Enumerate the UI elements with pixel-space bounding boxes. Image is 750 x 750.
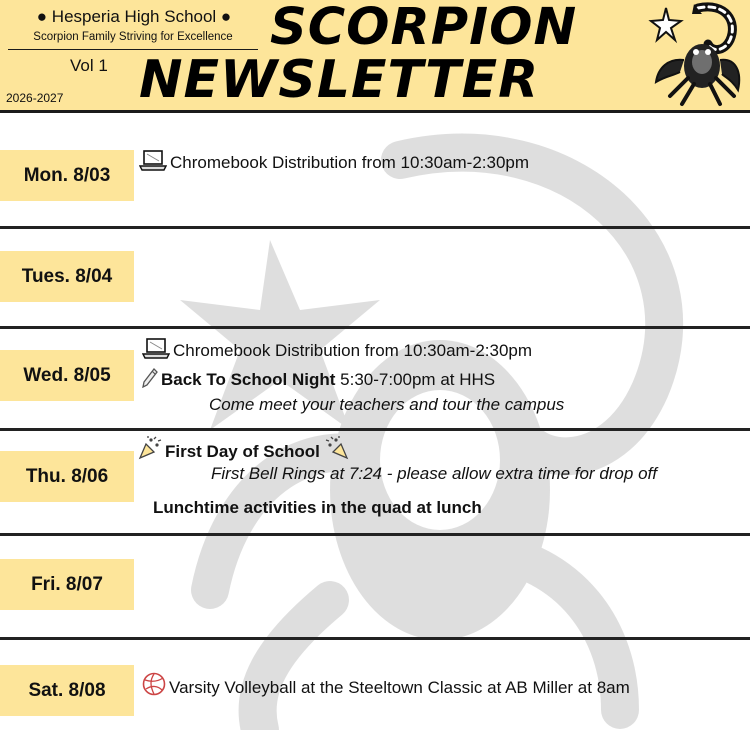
- event-title: Back To School Night: [161, 370, 336, 389]
- party-popper-icon: [136, 436, 162, 460]
- event-first-day: [136, 436, 354, 462]
- event-text: Chromebook Distribution from 10:30am-2:30pm: [170, 153, 530, 172]
- day-label-fri: Fri. 8/07: [0, 559, 134, 610]
- event-lunchtime-activities: [153, 498, 482, 518]
- event-text: Varsity Volleyball at the Steeltown Classic at AB Miller at 8am: [169, 678, 630, 697]
- event-title: First Day of School: [165, 442, 320, 461]
- day-label-mon: Mon. 8/03: [0, 150, 134, 201]
- school-year: 2026-2027: [6, 91, 64, 105]
- event-note: Come meet your teachers and tour the campus: [209, 395, 565, 414]
- day-label-thu: Thu. 8/06: [0, 451, 134, 502]
- newsletter-header: [0, 0, 750, 113]
- event-chromebook-wed: [142, 337, 532, 361]
- school-motto: Scorpion Family Striving for Excellence: [8, 31, 258, 50]
- pencil-icon: [142, 368, 158, 388]
- event-note: First Bell Rings at 7:24 - please allow extra time for drop off: [211, 464, 657, 483]
- row-divider: [0, 637, 750, 640]
- title-newsletter: NEWSLETTER: [139, 50, 540, 110]
- day-label-tue: Tues. 8/04: [0, 251, 134, 302]
- title-scorpion: SCORPION: [270, 0, 578, 57]
- laptop-icon: [142, 337, 170, 359]
- day-label-sat: Sat. 8/08: [0, 665, 134, 716]
- day-label-wed: Wed. 8/05: [0, 350, 134, 401]
- event-chromebook-mon: [139, 149, 529, 173]
- scorpion-icon: [638, 0, 746, 108]
- volume-label: Vol 1: [70, 56, 108, 75]
- school-name: ● Hesperia High School ●: [36, 7, 232, 26]
- row-divider: [0, 326, 750, 329]
- event-volleyball: [142, 672, 630, 698]
- row-divider: [0, 533, 750, 536]
- row-divider: [0, 226, 750, 229]
- event-text: 5:30-7:00pm at HHS: [335, 370, 496, 389]
- event-text: Chromebook Distribution from 10:30am-2:30pm: [173, 341, 533, 360]
- event-title: Lunchtime activities in the quad at lunch: [153, 498, 482, 517]
- volleyball-icon: [142, 672, 166, 696]
- laptop-icon: [139, 149, 167, 171]
- row-divider: [0, 428, 750, 431]
- party-popper-icon: [325, 436, 351, 460]
- event-back-to-school-night: [142, 368, 495, 390]
